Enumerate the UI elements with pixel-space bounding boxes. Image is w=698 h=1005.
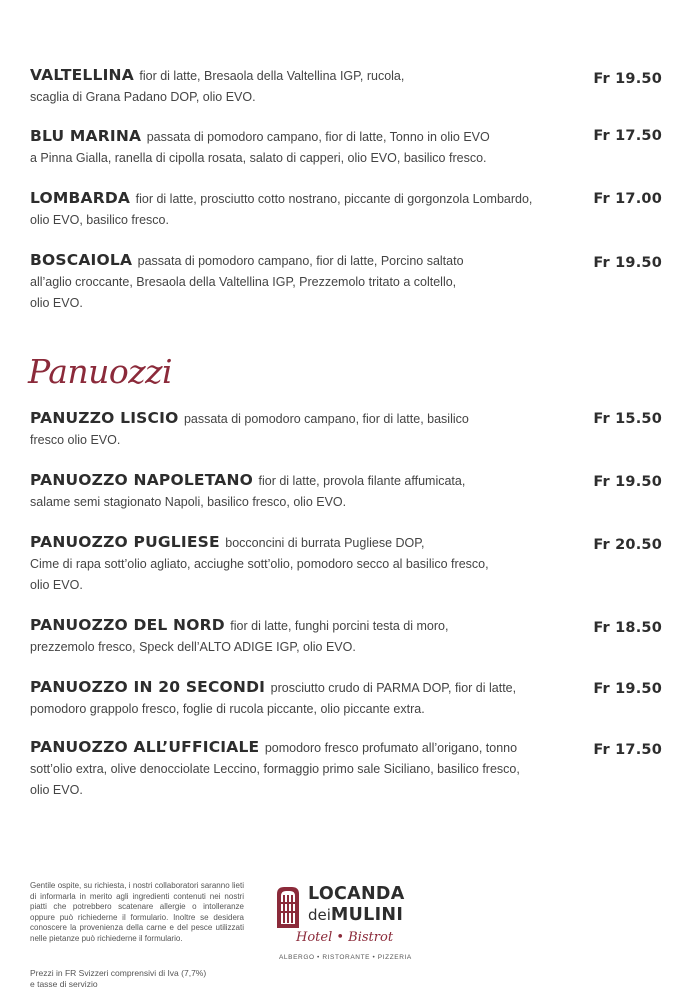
menu-item-panuozzo-pugliese [30, 532, 598, 596]
item-name: BOSCAIOLA [30, 251, 133, 269]
item-name: PANUOZZO ALL’UFFICIALE [30, 738, 260, 756]
logo-tagline: Hotel • Bistrot [296, 930, 394, 945]
item-name: PANUOZZO PUGLIESE [30, 533, 220, 551]
menu-item-panuzzo-liscio [30, 408, 598, 451]
item-name: VALTELLINA [30, 66, 134, 84]
mill-wheel-icon [274, 884, 302, 930]
item-price: Fr 19.50 [593, 474, 662, 490]
item-price: Fr 17.50 [593, 742, 662, 758]
item-description: pomodoro fresco profumato all’origano, tonno [264, 741, 518, 755]
item-description: fresco olio EVO. [30, 433, 121, 447]
item-description: passata di pomodoro campano, fior di latte, basilico [183, 412, 469, 426]
item-description: olio EVO. [30, 578, 83, 592]
menu-item-panuozzo-in-20-secondi [30, 677, 598, 720]
menu-item-panuozzo-del-nord [30, 615, 598, 658]
item-description: olio EVO. [30, 783, 83, 797]
item-description: salame semi stagionato Napoli, basilico fresco, olio EVO. [30, 495, 347, 509]
logo-subline: ALBERGO • RISTORANTE • PIZZERIA [279, 954, 412, 961]
item-description: olio EVO, basilico fresco. [30, 213, 169, 227]
menu-item-blu-marina [30, 126, 598, 169]
section-title: Panuozzi [28, 352, 173, 391]
menu-item-lombarda [30, 188, 598, 231]
item-price: Fr 19.50 [593, 255, 662, 271]
item-description: scaglia di Grana Padano DOP, olio EVO. [30, 90, 256, 104]
item-description: all’aglio croccante, Bresaola della Valtellina IGP, Prezzemolo tritato a coltello, [30, 275, 457, 289]
item-name: PANUZZO LISCIO [30, 409, 179, 427]
item-description: fior di latte, Bresaola della Valtellina IGP, rucola, [139, 69, 405, 83]
menu-item-panuozzo-napoletano [30, 470, 598, 513]
item-description: bocconcini di burrata Pugliese DOP, [225, 536, 425, 550]
item-description: sott’olio extra, olive denocciolate Leccino, formaggio primo sale Siciliano, basilico fresco, [30, 762, 520, 776]
item-name: PANUOZZO DEL NORD [30, 616, 225, 634]
item-name: LOMBARDA [30, 189, 131, 207]
item-price: Fr 20.50 [593, 537, 662, 553]
item-price: Fr 19.50 [593, 71, 662, 87]
item-name: BLU MARINA [30, 127, 142, 145]
item-description: fior di latte, prosciutto cotto nostrano, piccante di gorgonzola Lombardo, [135, 192, 533, 206]
item-name: PANUOZZO NAPOLETANO [30, 471, 254, 489]
item-description: Cime di rapa sott’olio agliato, acciughe sott’olio, pomodoro secco al basilico fresco, [30, 557, 489, 571]
item-name: PANUOZZO IN 20 SECONDI [30, 678, 266, 696]
menu-item-panuozzo-allufficiale [30, 737, 598, 801]
menu-item-boscaiola [30, 250, 598, 314]
logo-word-mulini-text: MULINI [330, 905, 404, 925]
item-description: a Pinna Gialla, ranella di cipolla rosata, salato di capperi, olio EVO, basilico fresco. [30, 151, 487, 165]
allergen-disclaimer: Gentile ospite, su richiesta, i nostri collaboratori saranno lieti di informarla in merito agli ingredienti contenuti nei nostri piatti che potrebbero scatenare allergie o intolleranze oppure può richiederne il formulario. Inoltre se desidera conoscere la provenienza della carne e del pesce utilizzati nelle pietanze può richiederne il formulario. [30, 881, 244, 943]
item-price: Fr 19.50 [593, 681, 662, 697]
item-description: passata di pomodoro campano, fior di latte, Porcino saltato [137, 254, 464, 268]
logo-word-dei: dei [308, 906, 331, 924]
item-description: passata di pomodoro campano, fior di latte, Tonno in olio EVO [146, 130, 490, 144]
item-price: Fr 17.50 [593, 128, 662, 144]
vat-note [30, 968, 270, 990]
item-description: olio EVO. [30, 296, 83, 310]
item-price: Fr 15.50 [593, 411, 662, 427]
item-description: pomodoro grappolo fresco, foglie di rucola piccante, olio piccante extra. [30, 702, 425, 716]
menu-item-valtellina [30, 65, 598, 108]
logo-word-mulini [308, 905, 403, 925]
item-description: prosciutto crudo di PARMA DOP, fior di latte, [270, 681, 517, 695]
item-price: Fr 17.00 [593, 191, 662, 207]
logo-word-locanda: LOCANDA [308, 884, 405, 904]
restaurant-logo [274, 884, 424, 970]
item-price: Fr 18.50 [593, 620, 662, 636]
item-description: fior di latte, provola filante affumicata, [258, 474, 466, 488]
item-description: fior di latte, funghi porcini testa di moro, [230, 619, 449, 633]
item-description: prezzemolo fresco, Speck dell’ALTO ADIGE IGP, olio EVO. [30, 640, 356, 654]
vat-line: e tasse di servizio [30, 979, 98, 989]
vat-line: Prezzi in FR Svizzeri comprensivi di Iva (7,7%) [30, 968, 207, 978]
